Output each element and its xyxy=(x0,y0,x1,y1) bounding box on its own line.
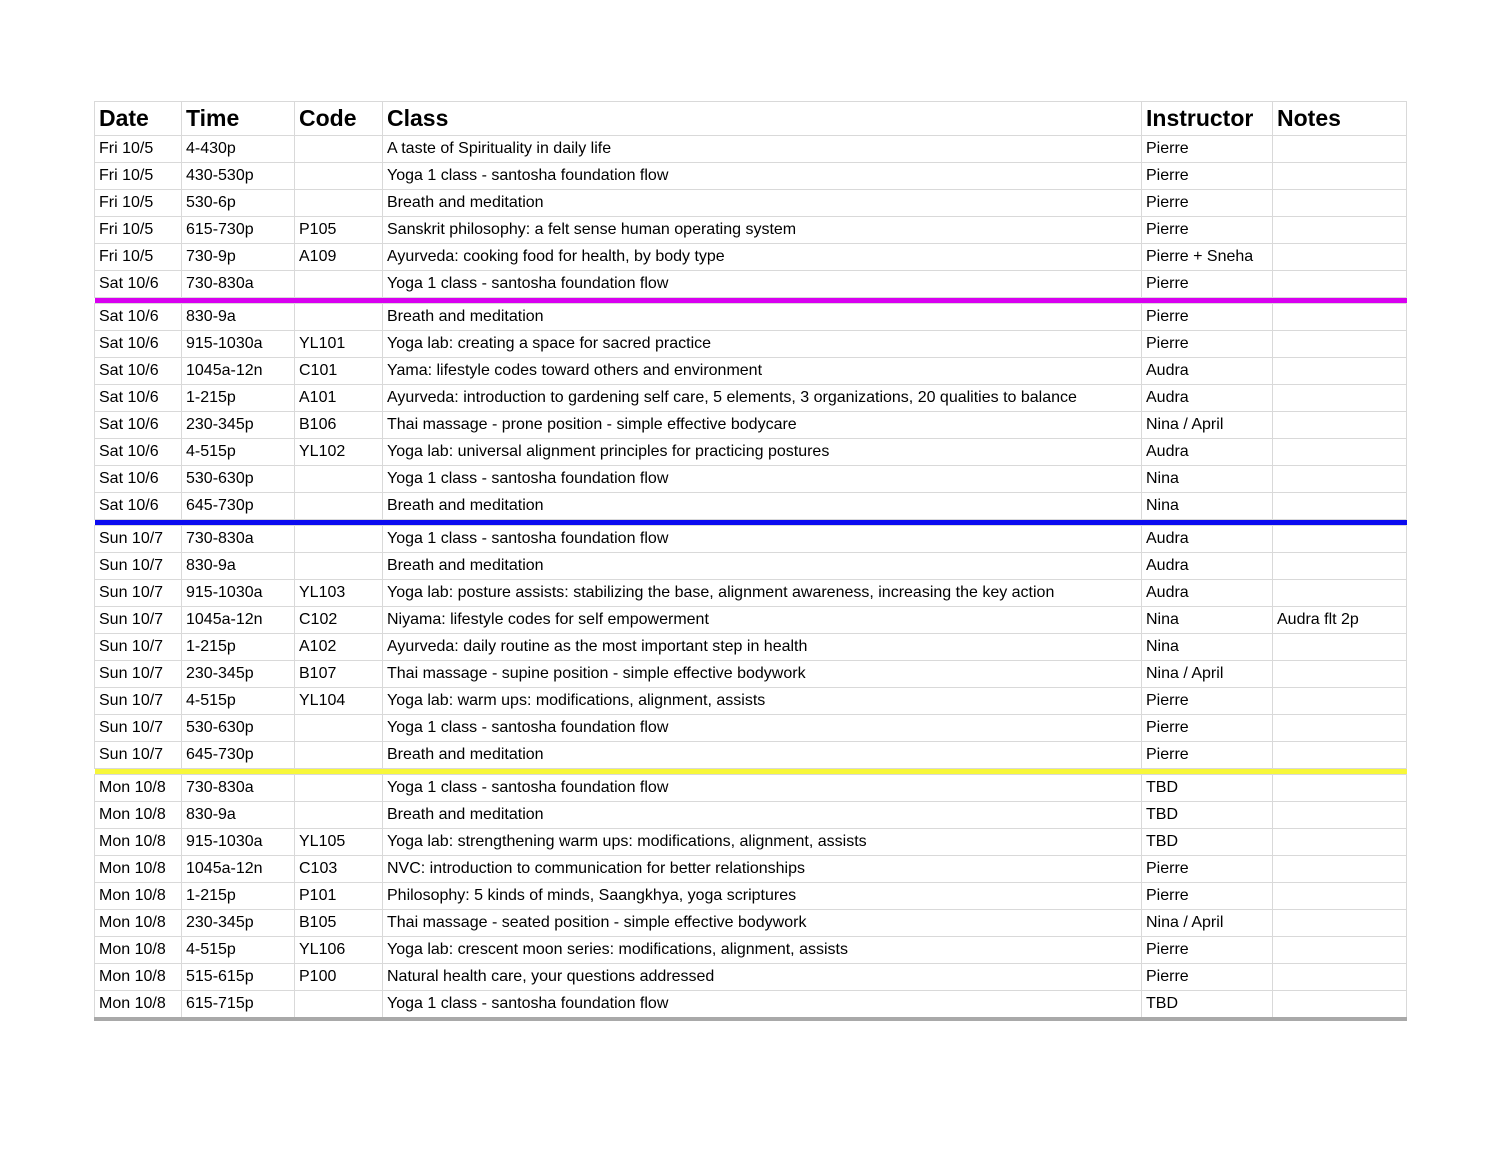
cell-code: C101 xyxy=(295,358,383,385)
table-row xyxy=(95,304,1407,331)
cell-time: 830-9a xyxy=(182,802,295,829)
table-row xyxy=(95,742,1407,769)
cell-date: Fri 10/5 xyxy=(95,163,182,190)
cell-code: B107 xyxy=(295,661,383,688)
cell-notes xyxy=(1273,385,1407,412)
table-row xyxy=(95,553,1407,580)
table-row xyxy=(95,775,1407,802)
cell-instructor: Pierre xyxy=(1142,883,1273,910)
cell-instructor: Pierre xyxy=(1142,964,1273,991)
cell-date: Sun 10/7 xyxy=(95,607,182,634)
cell-date: Sun 10/7 xyxy=(95,634,182,661)
table-row xyxy=(95,271,1407,298)
header-class: Class xyxy=(383,102,1142,136)
cell-notes xyxy=(1273,331,1407,358)
cell-code xyxy=(295,466,383,493)
cell-notes xyxy=(1273,358,1407,385)
table-row xyxy=(95,136,1407,163)
cell-instructor: Pierre xyxy=(1142,715,1273,742)
table-body xyxy=(95,136,1407,1020)
cell-date: Sun 10/7 xyxy=(95,742,182,769)
cell-class: Yoga lab: posture assists: stabilizing the base, alignment awareness, increasing the key action xyxy=(383,580,1142,607)
cell-time: 645-730p xyxy=(182,493,295,520)
table-row xyxy=(95,910,1407,937)
cell-instructor: Nina / April xyxy=(1142,412,1273,439)
cell-class: Yoga lab: creating a space for sacred practice xyxy=(383,331,1142,358)
cell-instructor: Pierre xyxy=(1142,190,1273,217)
cell-class: Thai massage - supine position - simple effective bodywork xyxy=(383,661,1142,688)
cell-instructor: Audra xyxy=(1142,358,1273,385)
cell-notes xyxy=(1273,910,1407,937)
cell-class: A taste of Spirituality in daily life xyxy=(383,136,1142,163)
cell-instructor: TBD xyxy=(1142,775,1273,802)
cell-instructor: Pierre xyxy=(1142,271,1273,298)
cell-code xyxy=(295,802,383,829)
cell-date: Sun 10/7 xyxy=(95,553,182,580)
cell-instructor: Pierre xyxy=(1142,331,1273,358)
cell-time: 1045a-12n xyxy=(182,358,295,385)
cell-notes xyxy=(1273,136,1407,163)
cell-time: 530-630p xyxy=(182,466,295,493)
cell-class: Yoga lab: universal alignment principles for practicing postures xyxy=(383,439,1142,466)
cell-instructor: Nina xyxy=(1142,493,1273,520)
cell-class: Breath and meditation xyxy=(383,190,1142,217)
cell-instructor: Pierre xyxy=(1142,304,1273,331)
table-row xyxy=(95,856,1407,883)
cell-class: Yoga lab: crescent moon series: modifications, alignment, assists xyxy=(383,937,1142,964)
cell-date: Sun 10/7 xyxy=(95,715,182,742)
cell-instructor: Nina xyxy=(1142,466,1273,493)
cell-notes xyxy=(1273,466,1407,493)
cell-time: 730-830a xyxy=(182,271,295,298)
cell-date: Sun 10/7 xyxy=(95,661,182,688)
cell-date: Sat 10/6 xyxy=(95,271,182,298)
cell-notes xyxy=(1273,715,1407,742)
cell-notes xyxy=(1273,802,1407,829)
table-row xyxy=(95,715,1407,742)
cell-time: 1-215p xyxy=(182,385,295,412)
cell-notes xyxy=(1273,580,1407,607)
cell-time: 230-345p xyxy=(182,910,295,937)
cell-class: Thai massage - seated position - simple effective bodywork xyxy=(383,910,1142,937)
cell-instructor: TBD xyxy=(1142,829,1273,856)
cell-code: YL104 xyxy=(295,688,383,715)
cell-time: 230-345p xyxy=(182,661,295,688)
cell-time: 230-345p xyxy=(182,412,295,439)
cell-class: Ayurveda: cooking food for health, by body type xyxy=(383,244,1142,271)
cell-date: Sat 10/6 xyxy=(95,439,182,466)
cell-time: 915-1030a xyxy=(182,580,295,607)
cell-instructor: TBD xyxy=(1142,991,1273,1020)
cell-time: 615-730p xyxy=(182,217,295,244)
table-row xyxy=(95,526,1407,553)
cell-instructor: Audra xyxy=(1142,526,1273,553)
cell-instructor: Pierre xyxy=(1142,856,1273,883)
cell-code: A102 xyxy=(295,634,383,661)
cell-instructor: Pierre xyxy=(1142,937,1273,964)
cell-code xyxy=(295,271,383,298)
cell-class: Breath and meditation xyxy=(383,742,1142,769)
cell-date: Mon 10/8 xyxy=(95,937,182,964)
cell-notes xyxy=(1273,856,1407,883)
cell-notes xyxy=(1273,163,1407,190)
header-time: Time xyxy=(182,102,295,136)
table-row xyxy=(95,607,1407,634)
table-row xyxy=(95,688,1407,715)
cell-class: Yoga 1 class - santosha foundation flow xyxy=(383,271,1142,298)
cell-code xyxy=(295,991,383,1020)
cell-code: C103 xyxy=(295,856,383,883)
table-row xyxy=(95,991,1407,1020)
cell-code: YL103 xyxy=(295,580,383,607)
table-row xyxy=(95,190,1407,217)
cell-time: 730-9p xyxy=(182,244,295,271)
cell-instructor: Audra xyxy=(1142,439,1273,466)
cell-class: NVC: introduction to communication for better relationships xyxy=(383,856,1142,883)
cell-notes xyxy=(1273,553,1407,580)
table-row xyxy=(95,634,1407,661)
cell-date: Sat 10/6 xyxy=(95,304,182,331)
table-row xyxy=(95,661,1407,688)
cell-instructor: Nina / April xyxy=(1142,910,1273,937)
cell-instructor: Pierre xyxy=(1142,163,1273,190)
cell-time: 830-9a xyxy=(182,304,295,331)
cell-date: Mon 10/8 xyxy=(95,883,182,910)
cell-notes xyxy=(1273,304,1407,331)
cell-notes xyxy=(1273,661,1407,688)
cell-notes xyxy=(1273,883,1407,910)
cell-date: Mon 10/8 xyxy=(95,856,182,883)
cell-code: YL106 xyxy=(295,937,383,964)
cell-notes xyxy=(1273,937,1407,964)
cell-notes xyxy=(1273,190,1407,217)
cell-date: Mon 10/8 xyxy=(95,991,182,1020)
table-row xyxy=(95,964,1407,991)
cell-time: 915-1030a xyxy=(182,829,295,856)
cell-notes xyxy=(1273,412,1407,439)
cell-instructor: Audra xyxy=(1142,553,1273,580)
cell-notes xyxy=(1273,775,1407,802)
cell-instructor: Pierre xyxy=(1142,742,1273,769)
cell-time: 4-515p xyxy=(182,439,295,466)
cell-time: 1045a-12n xyxy=(182,607,295,634)
cell-class: Ayurveda: daily routine as the most important step in health xyxy=(383,634,1142,661)
cell-class: Sanskrit philosophy: a felt sense human operating system xyxy=(383,217,1142,244)
cell-code xyxy=(295,136,383,163)
cell-date: Mon 10/8 xyxy=(95,910,182,937)
header-notes: Notes xyxy=(1273,102,1407,136)
cell-time: 1045a-12n xyxy=(182,856,295,883)
cell-code: YL101 xyxy=(295,331,383,358)
cell-class: Breath and meditation xyxy=(383,802,1142,829)
table-row xyxy=(95,493,1407,520)
schedule-table xyxy=(94,101,1407,1021)
cell-notes xyxy=(1273,439,1407,466)
cell-time: 615-715p xyxy=(182,991,295,1020)
cell-date: Sun 10/7 xyxy=(95,526,182,553)
cell-class: Breath and meditation xyxy=(383,493,1142,520)
cell-class: Yoga 1 class - santosha foundation flow xyxy=(383,775,1142,802)
cell-code xyxy=(295,742,383,769)
cell-notes xyxy=(1273,493,1407,520)
cell-code: B106 xyxy=(295,412,383,439)
cell-class: Ayurveda: introduction to gardening self care, 5 elements, 3 organizations, 20 qualities to balance xyxy=(383,385,1142,412)
cell-notes xyxy=(1273,217,1407,244)
table-row xyxy=(95,244,1407,271)
cell-instructor: Pierre xyxy=(1142,688,1273,715)
table-row xyxy=(95,802,1407,829)
cell-notes xyxy=(1273,271,1407,298)
cell-instructor: Nina / April xyxy=(1142,661,1273,688)
cell-code: YL105 xyxy=(295,829,383,856)
cell-instructor: Pierre xyxy=(1142,217,1273,244)
cell-notes xyxy=(1273,964,1407,991)
cell-time: 530-6p xyxy=(182,190,295,217)
cell-code xyxy=(295,493,383,520)
cell-time: 530-630p xyxy=(182,715,295,742)
cell-time: 1-215p xyxy=(182,883,295,910)
table-row xyxy=(95,385,1407,412)
header-instructor: Instructor xyxy=(1142,102,1273,136)
cell-code xyxy=(295,715,383,742)
cell-class: Yoga lab: warm ups: modifications, alignment, assists xyxy=(383,688,1142,715)
cell-date: Sun 10/7 xyxy=(95,580,182,607)
cell-class: Yoga 1 class - santosha foundation flow xyxy=(383,163,1142,190)
cell-instructor: Audra xyxy=(1142,385,1273,412)
cell-code: YL102 xyxy=(295,439,383,466)
cell-date: Fri 10/5 xyxy=(95,190,182,217)
cell-date: Mon 10/8 xyxy=(95,964,182,991)
table-row xyxy=(95,412,1407,439)
table-row xyxy=(95,466,1407,493)
cell-notes xyxy=(1273,526,1407,553)
cell-code: P105 xyxy=(295,217,383,244)
cell-class: Yoga 1 class - santosha foundation flow xyxy=(383,466,1142,493)
cell-class: Yoga lab: strengthening warm ups: modifications, alignment, assists xyxy=(383,829,1142,856)
cell-code xyxy=(295,553,383,580)
cell-notes xyxy=(1273,244,1407,271)
cell-time: 4-515p xyxy=(182,688,295,715)
cell-date: Sun 10/7 xyxy=(95,688,182,715)
cell-code xyxy=(295,163,383,190)
table-row xyxy=(95,439,1407,466)
cell-time: 4-430p xyxy=(182,136,295,163)
cell-instructor: Audra xyxy=(1142,580,1273,607)
cell-date: Sat 10/6 xyxy=(95,331,182,358)
cell-date: Mon 10/8 xyxy=(95,829,182,856)
cell-notes xyxy=(1273,688,1407,715)
cell-date: Sat 10/6 xyxy=(95,385,182,412)
cell-code: P101 xyxy=(295,883,383,910)
cell-instructor: Nina xyxy=(1142,634,1273,661)
cell-time: 730-830a xyxy=(182,526,295,553)
cell-time: 1-215p xyxy=(182,634,295,661)
header-code: Code xyxy=(295,102,383,136)
cell-code xyxy=(295,304,383,331)
cell-time: 915-1030a xyxy=(182,331,295,358)
cell-time: 4-515p xyxy=(182,937,295,964)
cell-notes xyxy=(1273,829,1407,856)
cell-class: Yama: lifestyle codes toward others and environment xyxy=(383,358,1142,385)
cell-class: Yoga 1 class - santosha foundation flow xyxy=(383,526,1142,553)
cell-class: Yoga 1 class - santosha foundation flow xyxy=(383,991,1142,1020)
cell-notes xyxy=(1273,991,1407,1020)
cell-instructor: Nina xyxy=(1142,607,1273,634)
cell-class: Philosophy: 5 kinds of minds, Saangkhya, yoga scriptures xyxy=(383,883,1142,910)
cell-time: 730-830a xyxy=(182,775,295,802)
cell-notes xyxy=(1273,742,1407,769)
table-row xyxy=(95,358,1407,385)
cell-date: Sat 10/6 xyxy=(95,358,182,385)
cell-time: 515-615p xyxy=(182,964,295,991)
cell-instructor: Pierre + Sneha xyxy=(1142,244,1273,271)
table-row xyxy=(95,829,1407,856)
cell-instructor: Pierre xyxy=(1142,136,1273,163)
cell-class: Thai massage - prone position - simple effective bodycare xyxy=(383,412,1142,439)
cell-date: Fri 10/5 xyxy=(95,244,182,271)
header-date: Date xyxy=(95,102,182,136)
cell-code: B105 xyxy=(295,910,383,937)
cell-instructor: TBD xyxy=(1142,802,1273,829)
cell-date: Mon 10/8 xyxy=(95,802,182,829)
cell-notes: Audra flt 2p xyxy=(1273,607,1407,634)
table-row xyxy=(95,217,1407,244)
cell-code xyxy=(295,526,383,553)
cell-class: Natural health care, your questions addressed xyxy=(383,964,1142,991)
cell-code xyxy=(295,775,383,802)
cell-class: Breath and meditation xyxy=(383,553,1142,580)
cell-code: P100 xyxy=(295,964,383,991)
cell-notes xyxy=(1273,634,1407,661)
table-row xyxy=(95,937,1407,964)
cell-date: Fri 10/5 xyxy=(95,217,182,244)
cell-code: C102 xyxy=(295,607,383,634)
cell-date: Sat 10/6 xyxy=(95,466,182,493)
cell-class: Breath and meditation xyxy=(383,304,1142,331)
header-row xyxy=(95,102,1407,136)
cell-time: 830-9a xyxy=(182,553,295,580)
cell-class: Yoga 1 class - santosha foundation flow xyxy=(383,715,1142,742)
table-row xyxy=(95,163,1407,190)
cell-date: Sat 10/6 xyxy=(95,493,182,520)
cell-code xyxy=(295,190,383,217)
cell-time: 645-730p xyxy=(182,742,295,769)
table-row xyxy=(95,580,1407,607)
cell-date: Fri 10/5 xyxy=(95,136,182,163)
cell-time: 430-530p xyxy=(182,163,295,190)
cell-class: Niyama: lifestyle codes for self empowerment xyxy=(383,607,1142,634)
cell-date: Mon 10/8 xyxy=(95,775,182,802)
cell-code: A101 xyxy=(295,385,383,412)
cell-code: A109 xyxy=(295,244,383,271)
table-row xyxy=(95,883,1407,910)
cell-date: Sat 10/6 xyxy=(95,412,182,439)
table-row xyxy=(95,331,1407,358)
